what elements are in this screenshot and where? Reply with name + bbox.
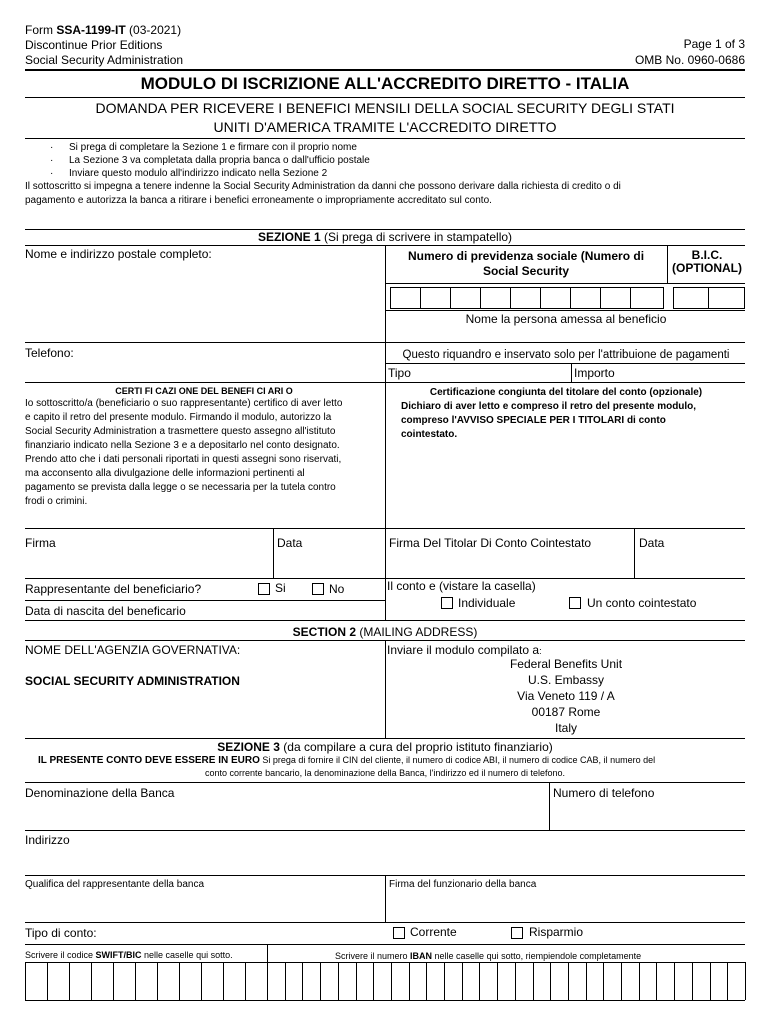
- char-box-divider: [462, 962, 463, 1000]
- ssn-box-divider: [570, 288, 571, 308]
- form-number: Form SSA-1199-IT (03-2021): [25, 23, 182, 37]
- bank-phone-field[interactable]: [552, 802, 744, 828]
- ssn-label-cont: Social Security: [482, 264, 570, 278]
- mailing-address-line: U.S. Embassy: [527, 673, 605, 687]
- indemnity-paragraph-line1: Il sottoscritto si impegna a tenere indenne la Social Security Administration da danni che possono derivare dalla richiesta di credito o di: [25, 181, 621, 192]
- euro-requirement-cont: conto corrente bancario, la denominazione della Banca, l'indirizzo ed il numero di telefono.: [205, 768, 565, 778]
- char-box-divider: [223, 962, 224, 1000]
- divider: [385, 342, 386, 528]
- bank-name-label: Denominazione della Banca: [25, 786, 175, 800]
- bank-official-signature-field[interactable]: [388, 894, 743, 920]
- cert-text-line: Social Security Administration a trasmettere questo assegno all'istituto: [25, 426, 336, 437]
- divider: [549, 782, 550, 830]
- importo-label: Importo: [574, 366, 615, 380]
- char-box-divider: [497, 962, 498, 1000]
- bic-input-boxes[interactable]: [673, 287, 745, 309]
- divider: [25, 944, 745, 945]
- bullet-icon: ·: [50, 168, 54, 179]
- char-box-divider: [285, 962, 286, 1000]
- euro-requirement: IL PRESENTE CONTO DEVE ESSERE IN EURO Si prega di fornire il CIN del cliente, il numero di codice ABI, il numero di codice CAB, il numero del: [38, 755, 656, 766]
- joint-date-field[interactable]: [637, 550, 743, 575]
- divider: [385, 528, 386, 620]
- mailing-address-line: Italy: [554, 721, 577, 735]
- subtitle-rule: [25, 138, 745, 139]
- instruction-item: La Sezione 3 va completata dalla propria banca o dall'ufficio postale: [69, 155, 370, 166]
- section2-title: SECTION 2 (MAILING ADDRESS): [292, 625, 478, 639]
- name-address-label: Nome e indirizzo postale completo:: [25, 247, 212, 261]
- instruction-item: Inviare questo modulo all'indirizzo indicato nella Sezione 2: [69, 168, 328, 179]
- char-box-divider: [302, 962, 303, 1000]
- char-box-divider: [479, 962, 480, 1000]
- ssn-label: Numero di previdenza sociale (Numero di: [407, 249, 645, 263]
- signature-label: Firma: [25, 536, 56, 550]
- bank-rep-title-field[interactable]: [25, 894, 383, 920]
- cert-text-line: Prendo atto che i dati personali riportati in questi assegni sono riservati,: [25, 454, 342, 465]
- cert-text-line: e capito il retro del presente modulo. Firmando il modulo, autorizzo la: [25, 412, 332, 423]
- char-box-divider: [550, 962, 551, 1000]
- bic-label: B.I.C.: [691, 248, 723, 262]
- divider: [25, 830, 745, 831]
- char-box-divider: [69, 962, 70, 1000]
- divider: [634, 528, 635, 578]
- char-box-divider: [47, 962, 48, 1000]
- cert-text-line: ma acconsento alla divulgazione delle informazioni pertinenti al: [25, 468, 305, 479]
- account-is-label: Il conto e (vistare la casella): [387, 579, 536, 593]
- section2-top-rule: [25, 620, 745, 621]
- char-box-divider: [674, 962, 675, 1000]
- form-subtitle-line2: UNITI D'AMERICA TRAMITE L'ACCREDITO DIRETTO: [213, 119, 557, 135]
- joint-cert-line: compreso l'AVVISO SPECIALE PER I TITOLARI di conto: [401, 415, 666, 426]
- bullet-icon: ·: [50, 155, 54, 166]
- birth-date-label: Data di nascita del beneficario: [25, 604, 186, 618]
- char-box-divider: [745, 962, 746, 1000]
- date-field[interactable]: [276, 550, 382, 575]
- bank-official-signature-label: Firma del funzionario della banca: [389, 879, 537, 890]
- corrente-label: Corrente: [410, 925, 457, 939]
- corrente-checkbox[interactable]: [393, 927, 405, 939]
- joint-cert-line: cointestato.: [401, 429, 458, 440]
- cointestato-checkbox[interactable]: [569, 597, 581, 609]
- char-box-divider: [356, 962, 357, 1000]
- indemnity-paragraph-line2: pagamento e autorizza la banca a ritirare i benefici erroneamente o impropriamente accreditato sul conto.: [25, 195, 492, 206]
- char-box-divider: [245, 962, 246, 1000]
- representative-question: Rappresentante del beneficiario?: [25, 582, 202, 596]
- char-box-divider: [135, 962, 136, 1000]
- char-box-divider: [179, 962, 180, 1000]
- section3-title: SEZIONE 3 (da compilare a cura del proprio istituto finanziario): [217, 740, 553, 754]
- date-label: Data: [277, 536, 303, 550]
- char-box-divider: [603, 962, 604, 1000]
- char-box-divider: [568, 962, 569, 1000]
- ssn-box-divider: [600, 288, 601, 308]
- bullet-icon: ·: [50, 142, 54, 153]
- char-box-divider: [25, 962, 26, 1000]
- char-box-divider: [391, 962, 392, 1000]
- form-title: MODULO DI ISCRIZIONE ALL'ACCREDITO DIRETTO - ITALIA: [140, 74, 630, 93]
- discontinue-note: Discontinue Prior Editions: [25, 38, 163, 52]
- representative-no-checkbox[interactable]: [312, 583, 324, 595]
- char-box-divider: [157, 962, 158, 1000]
- divider: [25, 1000, 745, 1001]
- swift-bic-input-boxes[interactable]: [25, 962, 267, 1000]
- title-rule: [25, 97, 745, 98]
- divider: [385, 310, 745, 311]
- joint-cert-title: Certificazione congiunta del titolare del conto (opzionale): [429, 387, 703, 398]
- bic-box-divider: [708, 288, 709, 308]
- joint-signature-field[interactable]: [388, 550, 632, 575]
- no-label: No: [329, 582, 345, 596]
- section1-title: SEZIONE 1 (Si prega di scrivere in stampatello): [257, 230, 513, 244]
- beneficiary-name-label: Nome la persona amessa al beneficio: [465, 312, 667, 326]
- section3-top-rule: [25, 738, 745, 739]
- si-label: Si: [275, 581, 286, 595]
- bank-address-field[interactable]: [25, 848, 743, 873]
- send-to-label: Inviare il modulo compilato a:: [387, 643, 542, 657]
- agency-name: SOCIAL SECURITY ADMINISTRATION: [25, 674, 240, 688]
- char-box-divider: [515, 962, 516, 1000]
- reserved-label: Questo riquandro e inservato solo per l'attribuione de pagamenti: [402, 349, 730, 361]
- cointestato-label: Un conto cointestato: [587, 596, 697, 610]
- iban-instruction: Scrivere il numero IBAN nelle caselle qui sotto, riempiendole completamente: [335, 951, 642, 961]
- divider: [385, 363, 745, 364]
- agency-label: NOME DELL'AGENZIA GOVERNATIVA:: [25, 643, 241, 657]
- instruction-item: Si prega di completare la Sezione 1 e firmare con il proprio nome: [69, 142, 357, 153]
- char-box-divider: [692, 962, 693, 1000]
- char-box-divider: [639, 962, 640, 1000]
- char-box-divider: [727, 962, 728, 1000]
- cert-text-line: Io sottoscritto/a (beneficiario o suo rappresentante) certifico di aver letto: [25, 398, 343, 409]
- char-box-divider: [426, 962, 427, 1000]
- ssn-box-divider: [540, 288, 541, 308]
- char-box-divider: [373, 962, 374, 1000]
- risparmio-checkbox[interactable]: [511, 927, 523, 939]
- phone-label: Telefono:: [25, 346, 74, 360]
- mailing-address-line: 00187 Rome: [531, 705, 601, 719]
- iban-input-boxes[interactable]: [267, 962, 745, 1000]
- ssn-input-boxes[interactable]: [390, 287, 664, 309]
- char-box-divider: [409, 962, 410, 1000]
- char-box-divider: [533, 962, 534, 1000]
- signature-field[interactable]: [25, 550, 271, 575]
- cert-text-line: finanziario indicato nella Sezione 3 e a depositarlo nel conto designato.: [25, 440, 340, 451]
- name-address-field[interactable]: [25, 262, 383, 342]
- phone-field[interactable]: [80, 344, 380, 380]
- char-box-divider: [710, 962, 711, 1000]
- omb-number: OMB No. 0960-0686: [634, 53, 745, 67]
- account-type-label: Tipo di conto:: [25, 926, 97, 940]
- cert-text-line: frodi o crimini.: [25, 496, 88, 507]
- divider: [571, 363, 572, 382]
- birth-date-field[interactable]: [200, 602, 382, 620]
- representative-si-checkbox[interactable]: [258, 583, 270, 595]
- char-box-divider: [656, 962, 657, 1000]
- char-box-divider: [91, 962, 92, 1000]
- bank-phone-label: Numero di telefono: [553, 786, 655, 800]
- char-box-divider: [113, 962, 114, 1000]
- char-box-divider: [621, 962, 622, 1000]
- bank-name-field[interactable]: [25, 802, 547, 828]
- bank-rep-title-label: Qualifica del rappresentante della banca: [25, 879, 205, 890]
- divider: [25, 922, 745, 923]
- char-box-divider: [267, 962, 268, 1000]
- joint-date-label: Data: [639, 536, 665, 550]
- individuale-checkbox[interactable]: [441, 597, 453, 609]
- joint-signature-label: Firma Del Titolar Di Conto Cointestato: [389, 536, 592, 550]
- ssn-box-divider: [630, 288, 631, 308]
- char-box-divider: [444, 962, 445, 1000]
- bic-optional-label: (OPTIONAL): [672, 261, 742, 275]
- divider: [267, 944, 268, 962]
- ssn-box-divider: [420, 288, 421, 308]
- risparmio-label: Risparmio: [529, 925, 584, 939]
- cert-text-line: pagamento se prevista dalla legge o se necessaria per la tutela contro: [25, 482, 336, 493]
- agency-header: Social Security Administration: [25, 53, 184, 67]
- divider: [25, 382, 745, 383]
- individuale-label: Individuale: [458, 596, 516, 610]
- char-box-divider: [320, 962, 321, 1000]
- char-box-divider: [586, 962, 587, 1000]
- ssn-box-divider: [510, 288, 511, 308]
- divider: [25, 782, 745, 783]
- divider: [25, 600, 385, 601]
- divider: [25, 578, 745, 579]
- form-subtitle-line1: DOMANDA PER RICEVERE I BENEFICI MENSILI DELLA SOCIAL SECURITY DEGLI STATI: [95, 100, 675, 116]
- char-box-divider: [338, 962, 339, 1000]
- beneficiary-cert-title: CERTI FI CAZI ONE DEL BENEFI CI ARI O: [115, 386, 293, 396]
- ssn-box-divider: [450, 288, 451, 308]
- page-number: Page 1 of 3: [683, 37, 745, 51]
- divider: [273, 528, 274, 578]
- char-box-divider: [201, 962, 202, 1000]
- tipo-label: Tipo: [388, 366, 411, 380]
- divider: [385, 875, 386, 922]
- mailing-address-line: Federal Benefits Unit: [509, 657, 623, 671]
- bank-address-label: Indirizzo: [25, 833, 70, 847]
- joint-cert-line: Dichiaro di aver letto e compreso il retro del presente modulo,: [401, 401, 697, 412]
- mailing-address-line: Via Veneto 119 / A: [517, 689, 615, 703]
- ssn-box-divider: [480, 288, 481, 308]
- divider: [385, 283, 745, 284]
- header-rule: [25, 69, 745, 71]
- swift-instruction: Scrivere il codice SWIFT/BIC nelle caselle qui sotto.: [25, 950, 233, 960]
